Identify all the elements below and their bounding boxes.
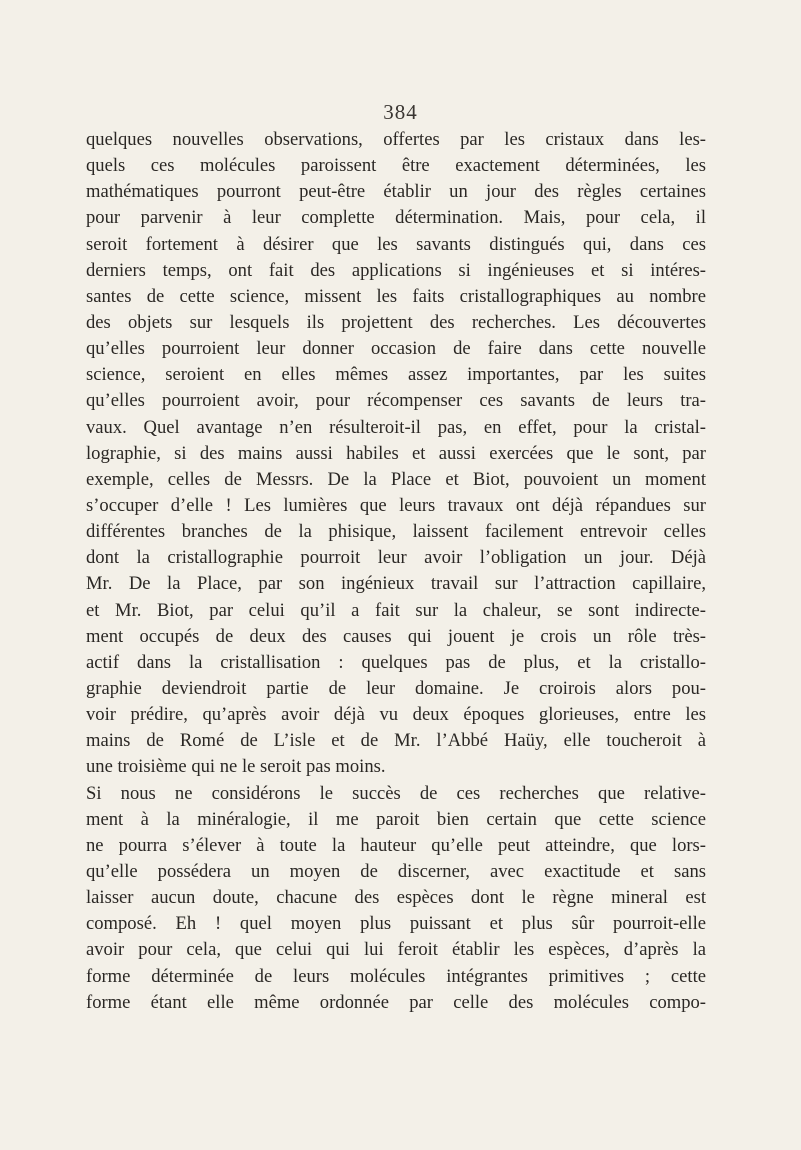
text-line: mains de Romé de L’isle et de Mr. l’Abbé Haüy, elle toucheroit à [86, 730, 706, 752]
text-line: et Mr. Biot, par celui qu’il a fait sur la chaleur, se sont indirecte- [86, 599, 706, 621]
text-line: pour parvenir à leur complette détermination. Mais, pour cela, il [86, 207, 706, 229]
text-line: graphie deviendroit partie de leur domaine. Je croirois alors pou- [86, 677, 706, 699]
text-line: voir prédire, qu’après avoir déjà vu deux époques glorieuses, entre les [86, 704, 706, 726]
text-line: seroit fortement à désirer que les savants distingués qui, dans ces [86, 233, 706, 255]
text-line: lographie, si des mains aussi habiles et aussi exercées que le sont, par [86, 442, 706, 464]
text-line: exemple, celles de Messrs. De la Place et Biot, pouvoient un moment [86, 468, 706, 490]
text-line: ment à la minéralogie, il me paroit bien certain que cette science [86, 808, 706, 830]
text-line: qu’elle possédera un moyen de discerner, avec exactitude et sans [86, 860, 706, 882]
text-line: quels ces molécules paroissent être exactement déterminées, les [86, 155, 706, 177]
text-line: ment occupés de deux des causes qui jouent je crois un rôle très- [86, 625, 706, 647]
text-line: qu’elles pourroient avoir, pour récompenser ces savants de leurs tra- [86, 390, 706, 412]
text-line: derniers temps, ont fait des applications si ingénieuses et si intéres- [86, 259, 706, 281]
text-line: ne pourra s’élever à toute la hauteur qu’elle peut atteindre, que lors- [86, 834, 706, 856]
text-line: quelques nouvelles observations, offertes par les cristaux dans les- [86, 129, 706, 150]
text-line: Si nous ne considérons le succès de ces recherches que relative- [86, 782, 706, 804]
text-line: vaux. Quel avantage n’en résulteroit-il pas, en effet, pour la cristal- [86, 416, 706, 438]
text-line: laisser aucun doute, chacune des espèces dont le règne mineral est [86, 887, 706, 909]
body-text [86, 127, 706, 1016]
text-line: forme étant elle même ordonnée par celle des molécules compo- [86, 991, 706, 1013]
text-line: science, seroient en elles mêmes assez importantes, par les suites [86, 364, 706, 386]
text-line: forme déterminée de leurs molécules intégrantes primitives ; cette [86, 965, 706, 987]
text-line: mathématiques pourront peut-être établir un jour des règles certaines [86, 181, 706, 203]
text-line: santes de cette science, missent les faits cristallographiques au nombre [86, 285, 706, 307]
text-line: des objets sur lesquels ils projettent des recherches. Les découvertes [86, 311, 706, 333]
text-line: Mr. De la Place, par son ingénieux travail sur l’attraction capillaire, [86, 573, 706, 595]
text-line: s’occuper d’elle ! Les lumières que leurs travaux ont déjà répandues sur [86, 494, 706, 516]
text-line: différentes branches de la phisique, laissent facilement entrevoir celles [86, 521, 706, 543]
text-line: composé. Eh ! quel moyen plus puissant et plus sûr pourroit-elle [86, 913, 706, 935]
text-line: avoir pour cela, que celui qui lui feroit établir les espèces, d’après la [86, 939, 706, 961]
text-line: dont la cristallographie pourroit leur avoir l’obligation un jour. Déjà [86, 547, 706, 569]
text-line: actif dans la cristallisation : quelques pas de plus, et la cristallo- [86, 651, 706, 673]
paragraph-end-line: une troisième qui ne le seroit pas moins. [86, 756, 386, 778]
page-number: 384 [383, 100, 418, 124]
text-line: qu’elles pourroient leur donner occasion de faire dans cette nouvelle [86, 338, 706, 360]
